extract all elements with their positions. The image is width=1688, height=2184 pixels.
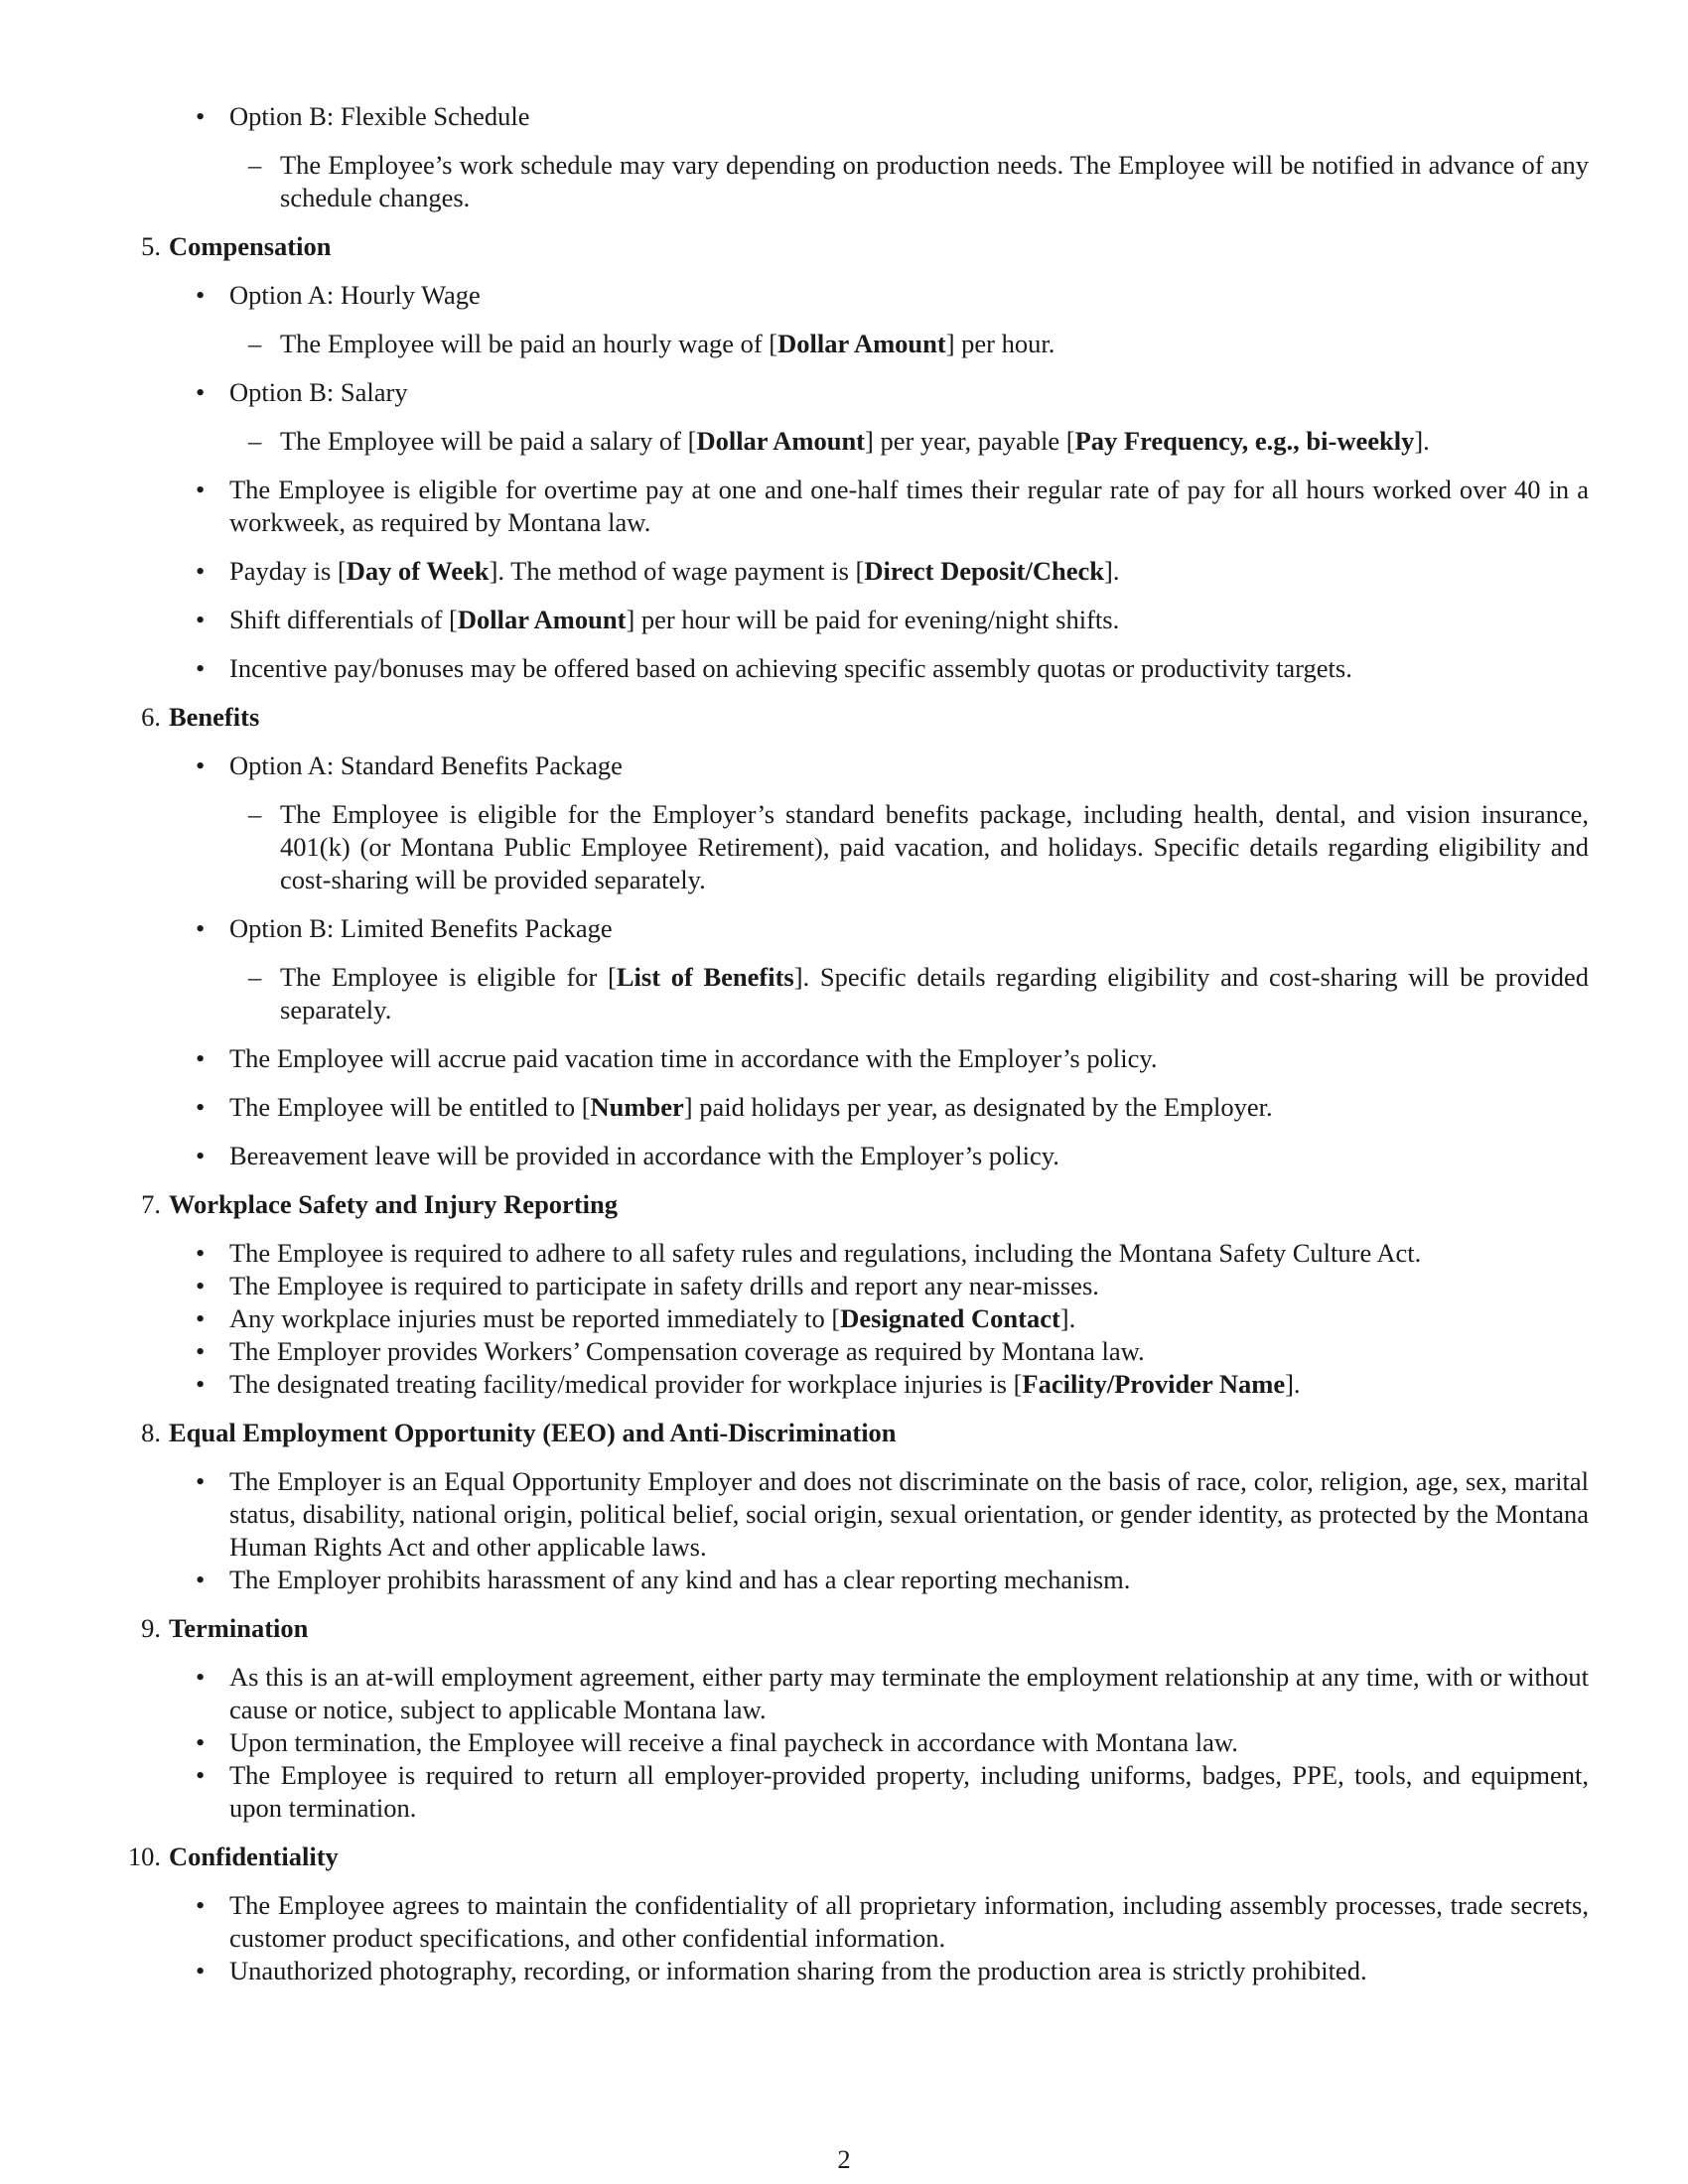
section-number: 5.: [141, 231, 161, 261]
bullet-icon: •: [196, 1727, 206, 1757]
bullet-item: [196, 279, 1589, 312]
placeholder-field: Direct Deposit/Check: [864, 556, 1104, 586]
placeholder-field: Dollar Amount: [457, 605, 627, 634]
text-run: The Employee is required to participate in safety drills and report any near-misses.: [229, 1271, 1099, 1300]
text-run: The Employee agrees to maintain the confidentiality of all proprietary information, including assembly processes, trade secrets, customer product specifications, and other confidential information.: [229, 1890, 1589, 1953]
text-run: Upon termination, the Employee will receive a final paycheck in accordance with Montana law.: [229, 1727, 1238, 1757]
text-run: Option B: Salary: [229, 377, 408, 407]
bullet-item: [196, 1270, 1589, 1302]
text-run: ] per hour will be paid for evening/night shifts.: [626, 605, 1120, 634]
placeholder-field: Number: [590, 1092, 684, 1122]
bullet-icon: •: [196, 1043, 206, 1073]
bullet-icon: •: [196, 913, 206, 943]
placeholder-field: Termination: [169, 1613, 309, 1643]
bullet-icon: •: [196, 653, 206, 683]
bullet-item: [196, 1091, 1589, 1124]
page-number: 2: [837, 2144, 851, 2174]
placeholder-field: Dollar Amount: [696, 426, 866, 456]
placeholder-field: Benefits: [169, 702, 260, 732]
sub-bullet-item: [248, 328, 1589, 360]
sub-bullet-item: [248, 149, 1589, 214]
bullet-icon: •: [196, 1369, 206, 1399]
bullet-icon: •: [196, 280, 206, 310]
placeholder-field: Pay Frequency, e.g., bi-weekly: [1074, 426, 1415, 456]
bullet-item: [196, 555, 1589, 588]
bullet-icon: •: [196, 605, 206, 634]
bullet-item: [196, 1661, 1589, 1726]
bullet-icon: •: [196, 101, 206, 131]
text-run: The Employee will accrue paid vacation time in accordance with the Employer’s policy.: [229, 1043, 1158, 1073]
bullet-icon: •: [196, 1336, 206, 1366]
bullet-icon: •: [196, 1662, 206, 1692]
bullet-item: [196, 604, 1589, 636]
bullet-icon: •: [196, 1466, 206, 1496]
text-run: The Employee is required to return all employer-provided property, including uniforms, badges, PPE, tools, and equipment, upon termination.: [229, 1760, 1589, 1823]
text-run: The Employee’s work schedule may vary depending on production needs. The Employee will be notified in advance of any schedule changes.: [280, 150, 1589, 212]
bullet-icon: •: [196, 1092, 206, 1122]
bullet-item: [196, 1564, 1589, 1596]
text-run: The Employee is required to adhere to all safety rules and regulations, including the Montana Safety Culture Act.: [229, 1238, 1422, 1268]
text-run: ] per year, payable [: [865, 426, 1075, 456]
bullet-item: [196, 1465, 1589, 1564]
placeholder-field: List of Benefits: [616, 962, 794, 992]
bullet-icon: •: [196, 1303, 206, 1333]
bullet-icon: •: [196, 1141, 206, 1170]
bullet-icon: •: [196, 751, 206, 780]
sub-bullet-item: [248, 425, 1589, 458]
bullet-icon: •: [196, 377, 206, 407]
bullet-item: [196, 750, 1589, 782]
text-run: Option B: Limited Benefits Package: [229, 913, 613, 943]
placeholder-field: Equal Employment Opportunity (EEO) and Anti-Discrimination: [169, 1418, 897, 1447]
section-heading: [141, 701, 1589, 734]
text-run: The Employee is eligible for the Employer’s standard benefits package, including health, dental, and vision insurance, 401(k) (or Montana Public Employee Retirement), paid vacation, and holidays. Specific details regarding eligibility and cost-sharing will be provided separately.: [280, 799, 1589, 894]
text-run: ].: [1285, 1369, 1301, 1399]
section-number: 10.: [127, 1842, 161, 1871]
bullet-icon: •: [196, 1760, 206, 1790]
text-run: ].: [1104, 556, 1120, 586]
bullet-item: [196, 1726, 1589, 1759]
placeholder-field: Confidentiality: [169, 1842, 339, 1871]
text-run: Option A: Hourly Wage: [229, 280, 481, 310]
bullet-icon: •: [196, 1890, 206, 1920]
placeholder-field: Designated Contact: [840, 1303, 1060, 1333]
bullet-item: [196, 474, 1589, 539]
section-heading: [141, 1612, 1589, 1645]
bullet-icon: •: [196, 556, 206, 586]
bullet-item: [196, 912, 1589, 945]
text-run: The Employee will be paid an hourly wage of [: [280, 329, 778, 358]
placeholder-field: Day of Week: [346, 556, 490, 586]
text-run: The Employee will be entitled to [: [229, 1092, 591, 1122]
text-run: ]. Specific details regarding eligibility and cost-sharing will be provided separately.: [280, 962, 1589, 1024]
dash-icon: –: [248, 426, 262, 456]
bullet-item: [196, 1237, 1589, 1270]
text-run: The designated treating facility/medical provider for workplace injuries is [: [229, 1369, 1023, 1399]
section-heading: [141, 1417, 1589, 1449]
bullet-item: [196, 1889, 1589, 1955]
placeholder-field: Dollar Amount: [777, 329, 946, 358]
text-run: The Employer provides Workers’ Compensation coverage as required by Montana law.: [229, 1336, 1145, 1366]
bullet-item: [196, 100, 1589, 133]
text-run: The Employee is eligible for overtime pay at one and one-half times their regular rate of pay for all hours worked over 40 in a workweek, as required by Montana law.: [229, 475, 1589, 537]
section-number: 8.: [141, 1418, 161, 1447]
text-run: Shift differentials of [: [229, 605, 458, 634]
bullet-icon: •: [196, 1956, 206, 1985]
placeholder-field: Compensation: [169, 231, 332, 261]
text-run: ].: [1059, 1303, 1076, 1333]
text-run: ]. The method of wage payment is [: [489, 556, 865, 586]
bullet-item: [196, 1955, 1589, 1987]
sub-bullet-item: [248, 961, 1589, 1026]
section-number: 6.: [141, 702, 161, 732]
text-run: Option B: Flexible Schedule: [229, 101, 530, 131]
section-heading: [127, 1841, 1589, 1873]
bullet-item: [196, 376, 1589, 409]
text-run: ].: [1414, 426, 1430, 456]
dash-icon: –: [248, 962, 262, 992]
text-run: ] paid holidays per year, as designated by the Employer.: [683, 1092, 1273, 1122]
text-run: ] per hour.: [945, 329, 1055, 358]
text-run: Any workplace injuries must be reported immediately to [: [229, 1303, 841, 1333]
bullet-item: [196, 1759, 1589, 1825]
bullet-item: [196, 1368, 1589, 1401]
text-run: The Employee is eligible for [: [280, 962, 617, 992]
section-number: 7.: [141, 1189, 161, 1219]
placeholder-field: Workplace Safety and Injury Reporting: [169, 1189, 618, 1219]
text-run: As this is an at-will employment agreement, either party may terminate the employment relationship at any time, with or without cause or notice, subject to applicable Montana law.: [229, 1662, 1589, 1724]
section-heading: [141, 1188, 1589, 1221]
bullet-item: [196, 1302, 1589, 1335]
dash-icon: –: [248, 150, 262, 180]
text-run: Option A: Standard Benefits Package: [229, 751, 623, 780]
bullet-icon: •: [196, 1271, 206, 1300]
text-run: Payday is [: [229, 556, 347, 586]
section-heading: [141, 230, 1589, 263]
text-run: Incentive pay/bonuses may be offered based on achieving specific assembly quotas or productivity targets.: [229, 653, 1352, 683]
bullet-icon: •: [196, 1565, 206, 1594]
bullet-icon: •: [196, 1238, 206, 1268]
placeholder-field: Facility/Provider Name: [1022, 1369, 1286, 1399]
bullet-icon: •: [196, 475, 206, 504]
bullet-item: [196, 1140, 1589, 1172]
text-run: The Employer is an Equal Opportunity Employer and does not discriminate on the basis of race, color, religion, age, sex, marital status, disability, national origin, political belief, social origin, sexual orientation, or gender identity, as protected by the Montana Human Rights Act and other applicable laws.: [229, 1466, 1589, 1562]
dash-icon: –: [248, 799, 262, 829]
text-run: The Employee will be paid a salary of [: [280, 426, 697, 456]
bullet-item: [196, 1042, 1589, 1075]
sub-bullet-item: [248, 798, 1589, 896]
section-number: 9.: [141, 1613, 161, 1643]
text-run: The Employer prohibits harassment of any kind and has a clear reporting mechanism.: [229, 1565, 1131, 1594]
bullet-item: [196, 1335, 1589, 1368]
text-run: Bereavement leave will be provided in accordance with the Employer’s policy.: [229, 1141, 1059, 1170]
text-run: Unauthorized photography, recording, or information sharing from the production area is strictly prohibited.: [229, 1956, 1367, 1985]
dash-icon: –: [248, 329, 262, 358]
bullet-item: [196, 652, 1589, 685]
